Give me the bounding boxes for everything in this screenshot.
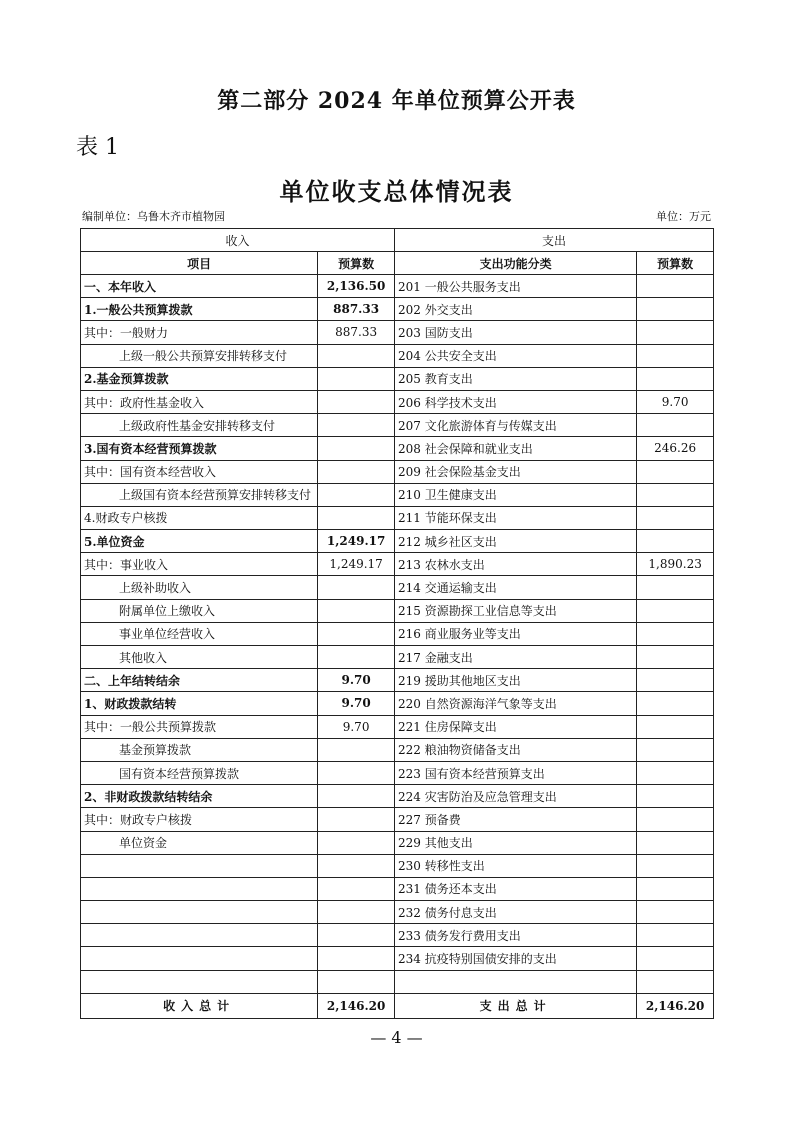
income-item-cell: 上级国有资本经营预算安排转移支付 [81, 483, 318, 506]
table-row [81, 646, 714, 669]
expense-item-cell [394, 970, 636, 993]
expense-budget-cell [637, 321, 714, 344]
expense-item-cell: 233 债务发行费用支出 [394, 924, 636, 947]
expense-budget-cell [637, 414, 714, 437]
table-row [81, 506, 714, 529]
expense-item-cell: 231 债务还本支出 [394, 877, 636, 900]
expense-budget-cell: 1,890.23 [637, 553, 714, 576]
expense-item-cell: 202 外交支出 [394, 298, 636, 321]
expense-item-cell: 229 其他支出 [394, 831, 636, 854]
expense-item-cell: 215 资源勘探工业信息等支出 [394, 599, 636, 622]
income-item-cell: 单位资金 [81, 831, 318, 854]
income-item-cell: 4.财政专户核拨 [81, 506, 318, 529]
expense-item-cell: 223 国有资本经营预算支出 [394, 761, 636, 784]
expense-item-cell: 216 商业服务业等支出 [394, 622, 636, 645]
table-row [81, 901, 714, 924]
income-item-cell [81, 947, 318, 970]
income-item-cell: 2、非财政拨款结转结余 [81, 785, 318, 808]
income-budget-cell [318, 599, 395, 622]
expense-budget-cell [637, 761, 714, 784]
table-row [81, 854, 714, 877]
table-row [81, 553, 714, 576]
income-budget-cell: 887.33 [318, 298, 395, 321]
table-row [81, 947, 714, 970]
table-row [81, 460, 714, 483]
income-item-cell [81, 970, 318, 993]
expense-total-value: 2,146.20 [637, 993, 714, 1018]
expense-budget-cell [637, 738, 714, 761]
expense-item-cell: 232 债务付息支出 [394, 901, 636, 924]
expense-budget-cell [637, 530, 714, 553]
income-item-cell: 附属单位上缴收入 [81, 599, 318, 622]
budget-column-header: 预算数 [318, 252, 395, 275]
table-row [81, 808, 714, 831]
expense-item-cell: 203 国防支出 [394, 321, 636, 344]
table-row [81, 321, 714, 344]
income-item-cell: 上级政府性基金安排转移支付 [81, 414, 318, 437]
expense-budget-cell [637, 877, 714, 900]
expense-budget-cell [637, 715, 714, 738]
expense-budget-cell [637, 669, 714, 692]
table-label: 表 1 [76, 135, 119, 160]
expense-item-cell: 212 城乡社区支出 [394, 530, 636, 553]
expense-item-cell: 201 一般公共服务支出 [394, 275, 636, 298]
income-budget-cell [318, 576, 395, 599]
income-budget-cell: 1,249.17 [318, 530, 395, 553]
income-item-cell: 3.国有资本经营预算拨款 [81, 437, 318, 460]
currency-unit: 单位：万元 [656, 210, 711, 223]
income-budget-cell: 887.33 [318, 321, 395, 344]
income-item-cell: 基金预算拨款 [81, 738, 318, 761]
income-item-cell [81, 924, 318, 947]
expense-item-cell: 209 社会保险基金支出 [394, 460, 636, 483]
expense-budget-cell [637, 901, 714, 924]
expense-item-cell: 210 卫生健康支出 [394, 483, 636, 506]
expense-item-cell: 214 交通运输支出 [394, 576, 636, 599]
expense-budget-cell [637, 646, 714, 669]
table-row [81, 877, 714, 900]
expense-budget-cell [637, 692, 714, 715]
expense-total-label: 支出总计 [394, 993, 636, 1018]
income-item-cell: 其中：国有资本经营收入 [81, 460, 318, 483]
income-budget-cell: 1,249.17 [318, 553, 395, 576]
income-budget-cell [318, 622, 395, 645]
expense-budget-cell [637, 808, 714, 831]
function-column-header: 支出功能分类 [394, 252, 636, 275]
expense-budget-cell [637, 460, 714, 483]
income-budget-cell: 9.70 [318, 692, 395, 715]
table-row [81, 483, 714, 506]
expense-budget-cell [637, 831, 714, 854]
income-budget-cell [318, 437, 395, 460]
income-total-label: 收入总计 [81, 993, 318, 1018]
income-item-cell: 5.单位资金 [81, 530, 318, 553]
table-row [81, 761, 714, 784]
expense-item-cell: 234 抗疫特别国债安排的支出 [394, 947, 636, 970]
income-budget-cell [318, 367, 395, 390]
table-row [81, 437, 714, 460]
income-item-cell: 事业单位经营收入 [81, 622, 318, 645]
expense-item-cell: 204 公共安全支出 [394, 344, 636, 367]
table-row [81, 785, 714, 808]
income-item-cell: 其中：一般财力 [81, 321, 318, 344]
budget-table [80, 228, 714, 1019]
page-title: 第二部分 2024 年单位预算公开表 [217, 88, 576, 114]
income-header: 收入 [81, 229, 395, 252]
expense-budget-cell [637, 854, 714, 877]
income-item-cell: 其中：一般公共预算拨款 [81, 715, 318, 738]
section-header-row [81, 229, 714, 252]
table-row [81, 715, 714, 738]
page-number: — 4 — [370, 1028, 423, 1047]
income-budget-cell [318, 390, 395, 413]
expense-budget-cell: 9.70 [637, 390, 714, 413]
budget-column-header: 预算数 [637, 252, 714, 275]
income-total-value: 2,146.20 [318, 993, 395, 1018]
expense-budget-cell [637, 576, 714, 599]
table-row [81, 298, 714, 321]
expense-item-cell: 205 教育支出 [394, 367, 636, 390]
table-row [81, 414, 714, 437]
income-budget-cell [318, 877, 395, 900]
income-budget-cell: 9.70 [318, 715, 395, 738]
table-row [81, 924, 714, 947]
income-budget-cell [318, 785, 395, 808]
income-budget-cell [318, 761, 395, 784]
compiling-unit: 编制单位：乌鲁木齐市植物园 [82, 210, 225, 223]
income-item-cell: 1、财政拨款结转 [81, 692, 318, 715]
income-item-cell: 其中：事业收入 [81, 553, 318, 576]
expense-budget-cell [637, 483, 714, 506]
income-budget-cell [318, 924, 395, 947]
income-budget-cell: 2,136.50 [318, 275, 395, 298]
expense-budget-cell [637, 367, 714, 390]
table-row [81, 367, 714, 390]
income-budget-cell [318, 901, 395, 924]
expense-budget-cell [637, 970, 714, 993]
expense-budget-cell [637, 506, 714, 529]
expense-item-cell: 213 农林水支出 [394, 553, 636, 576]
income-item-cell: 其他收入 [81, 646, 318, 669]
table-row [81, 599, 714, 622]
income-budget-cell [318, 344, 395, 367]
expense-item-cell: 207 文化旅游体育与传媒支出 [394, 414, 636, 437]
income-item-cell: 其中：财政专户核拨 [81, 808, 318, 831]
table-title: 单位收支总体情况表 [279, 177, 514, 206]
income-item-cell: 1.一般公共预算拨款 [81, 298, 318, 321]
income-item-cell: 二、上年结转结余 [81, 669, 318, 692]
income-item-cell [81, 901, 318, 924]
income-budget-cell [318, 947, 395, 970]
income-budget-cell [318, 506, 395, 529]
expense-item-cell: 222 粮油物资储备支出 [394, 738, 636, 761]
expense-item-cell: 230 转移性支出 [394, 854, 636, 877]
expense-budget-cell [637, 947, 714, 970]
income-budget-cell [318, 483, 395, 506]
table-row [81, 669, 714, 692]
expense-item-cell: 217 金融支出 [394, 646, 636, 669]
expense-header: 支出 [394, 229, 713, 252]
income-budget-cell: 9.70 [318, 669, 395, 692]
expense-budget-cell [637, 622, 714, 645]
expense-item-cell: 221 住房保障支出 [394, 715, 636, 738]
table-row [81, 970, 714, 993]
item-column-header: 项目 [81, 252, 318, 275]
income-budget-cell [318, 854, 395, 877]
expense-item-cell: 220 自然资源海洋气象等支出 [394, 692, 636, 715]
expense-budget-cell: 246.26 [637, 437, 714, 460]
expense-budget-cell [637, 344, 714, 367]
expense-item-cell: 211 节能环保支出 [394, 506, 636, 529]
expense-budget-cell [637, 924, 714, 947]
income-budget-cell [318, 460, 395, 483]
table-row [81, 390, 714, 413]
income-budget-cell [318, 831, 395, 854]
expense-item-cell: 219 援助其他地区支出 [394, 669, 636, 692]
expense-item-cell: 227 预备费 [394, 808, 636, 831]
income-budget-cell [318, 970, 395, 993]
table-row [81, 576, 714, 599]
totals-row [81, 993, 714, 1018]
income-item-cell: 2.基金预算拨款 [81, 367, 318, 390]
income-item-cell: 一、本年收入 [81, 275, 318, 298]
table-row [81, 692, 714, 715]
income-item-cell: 上级一般公共预算安排转移支付 [81, 344, 318, 367]
income-budget-cell [318, 738, 395, 761]
expense-budget-cell [637, 599, 714, 622]
income-item-cell: 国有资本经营预算拨款 [81, 761, 318, 784]
expense-budget-cell [637, 785, 714, 808]
table-row [81, 622, 714, 645]
income-item-cell [81, 854, 318, 877]
table-row [81, 344, 714, 367]
expense-item-cell: 206 科学技术支出 [394, 390, 636, 413]
expense-item-cell: 208 社会保障和就业支出 [394, 437, 636, 460]
expense-budget-cell [637, 275, 714, 298]
income-budget-cell [318, 414, 395, 437]
expense-budget-cell [637, 298, 714, 321]
income-item-cell [81, 877, 318, 900]
income-item-cell: 上级补助收入 [81, 576, 318, 599]
income-budget-cell [318, 646, 395, 669]
table-row [81, 275, 714, 298]
income-budget-cell [318, 808, 395, 831]
table-row [81, 530, 714, 553]
table-row [81, 738, 714, 761]
column-header-row [81, 252, 714, 275]
table-row [81, 831, 714, 854]
expense-item-cell: 224 灾害防治及应急管理支出 [394, 785, 636, 808]
income-item-cell: 其中：政府性基金收入 [81, 390, 318, 413]
